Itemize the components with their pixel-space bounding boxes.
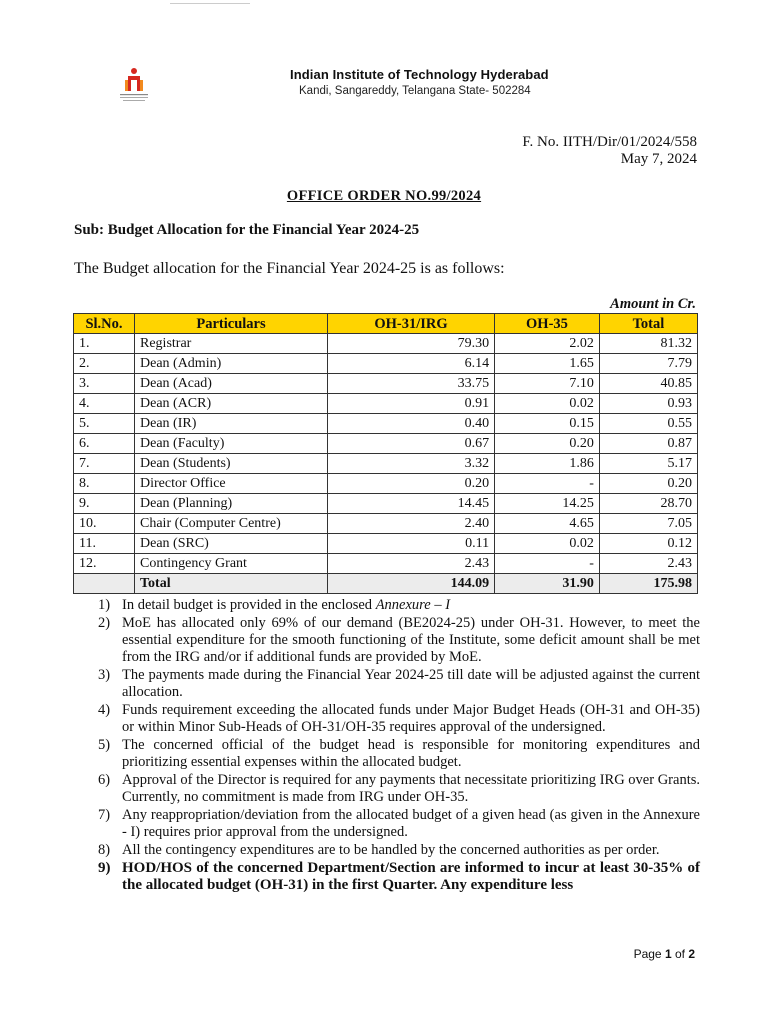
cell-oh35: -: [495, 474, 600, 494]
note-marker: 4): [98, 702, 111, 718]
note-body: In detail budget is provided in the enclosed: [122, 597, 376, 613]
note-marker: 1): [98, 597, 111, 613]
cell-particulars: Dean (Planning): [135, 494, 328, 514]
subject-line: Sub: Budget Allocation for the Financial Year 2024-25: [74, 222, 420, 238]
cell-oh31: 33.75: [328, 374, 495, 394]
cell-total: 28.70: [599, 494, 697, 514]
cell-total: 0.20: [599, 474, 697, 494]
cell-slno: 6.: [74, 434, 135, 454]
cell-slno: 8.: [74, 474, 135, 494]
note-marker: 6): [98, 772, 111, 788]
cell-particulars: Dean (Acad): [135, 374, 328, 394]
cell-particulars: Chair (Computer Centre): [135, 514, 328, 534]
table-row: [74, 494, 698, 514]
list-item: [96, 772, 700, 806]
table-row: [74, 354, 698, 374]
cell-oh35: 0.20: [495, 434, 600, 454]
header-particulars: Particulars: [135, 314, 328, 334]
table-row: [74, 514, 698, 534]
header-slno: Sl.No.: [74, 314, 135, 334]
cell-total: 0.12: [599, 534, 697, 554]
cell-slno: 12.: [74, 554, 135, 574]
note-text: Approval of the Director is required for any payments that necessitate prioritizing IRG over Grants. Currently, no commitment is made from IRG under OH-35.: [122, 772, 700, 805]
list-item: [96, 597, 700, 614]
cell-particulars: Registrar: [135, 334, 328, 354]
cell-slno: 10.: [74, 514, 135, 534]
list-item: [96, 667, 700, 701]
total-cell-label: Total: [135, 574, 328, 594]
note-text: All the contingency expenditures are to be handled by the concerned authorities as per order.: [122, 842, 660, 858]
total-cell-oh31: 144.09: [328, 574, 495, 594]
cell-oh35: 0.02: [495, 394, 600, 414]
cell-oh35: 4.65: [495, 514, 600, 534]
file-number: F. No. IITH/Dir/01/2024/558: [522, 134, 697, 150]
iith-logo: [114, 66, 154, 106]
cell-oh31: 0.40: [328, 414, 495, 434]
table-row: [74, 554, 698, 574]
cell-oh31: 0.11: [328, 534, 495, 554]
note-marker: 9): [98, 860, 111, 876]
note-text: [122, 597, 450, 614]
reference-block: [522, 134, 697, 168]
list-item: [96, 737, 700, 771]
cell-oh35: 0.02: [495, 534, 600, 554]
note-marker: 8): [98, 842, 111, 858]
annexure-reference: Annexure – I: [375, 597, 451, 613]
table-row: [74, 454, 698, 474]
notes-list: [96, 597, 700, 895]
cell-total: 0.87: [599, 434, 697, 454]
cell-oh31: 79.30: [328, 334, 495, 354]
cell-oh35: 14.25: [495, 494, 600, 514]
list-item: [96, 842, 700, 859]
cell-oh31: 0.91: [328, 394, 495, 414]
cell-particulars: Director Office: [135, 474, 328, 494]
cell-particulars: Dean (Faculty): [135, 434, 328, 454]
cell-slno: 2.: [74, 354, 135, 374]
cell-total: 5.17: [599, 454, 697, 474]
table-header-row: [74, 314, 698, 334]
cell-oh31: 0.67: [328, 434, 495, 454]
budget-table: [73, 313, 698, 594]
note-marker: 5): [98, 737, 111, 753]
cell-oh35: 7.10: [495, 374, 600, 394]
cell-particulars: Dean (SRC): [135, 534, 328, 554]
intro-paragraph: The Budget allocation for the Financial Year 2024-25 is as follows:: [74, 260, 505, 277]
cell-oh31: 2.43: [328, 554, 495, 574]
cell-oh31: 14.45: [328, 494, 495, 514]
note-marker: 7): [98, 807, 111, 823]
table-row: [74, 394, 698, 414]
total-cell-slno: [74, 574, 135, 594]
cell-particulars: Contingency Grant: [135, 554, 328, 574]
note-text: HOD/HOS of the concerned Department/Section are informed to incur at least 30-35% of the allocated budget (OH-31) in the first Quarter. Any expenditure less: [122, 860, 700, 893]
cell-particulars: Dean (Students): [135, 454, 328, 474]
note-marker: 2): [98, 615, 111, 631]
cell-slno: 11.: [74, 534, 135, 554]
cell-total: 2.43: [599, 554, 697, 574]
institute-address: Kandi, Sangareddy, Telangana State- 502284: [299, 85, 531, 97]
cell-oh35: 2.02: [495, 334, 600, 354]
header-total: Total: [599, 314, 697, 334]
cell-slno: 4.: [74, 394, 135, 414]
page-current: 1: [664, 947, 672, 961]
institute-name: Indian Institute of Technology Hyderabad: [290, 67, 549, 82]
table-row: [74, 534, 698, 554]
note-marker: 3): [98, 667, 111, 683]
page-label: Page: [633, 947, 665, 961]
cell-total: 7.05: [599, 514, 697, 534]
table-row: [74, 334, 698, 354]
cell-oh35: 0.15: [495, 414, 600, 434]
cell-oh35: 1.65: [495, 354, 600, 374]
header-oh35: OH-35: [495, 314, 600, 334]
cell-oh31: 6.14: [328, 354, 495, 374]
cell-oh31: 2.40: [328, 514, 495, 534]
table-row: [74, 474, 698, 494]
cell-total: 40.85: [599, 374, 697, 394]
note-text: Any reappropriation/deviation from the allocated budget of a given head (as given in the Annexure - I) requires prior approval from the undersigned.: [122, 807, 700, 840]
cell-oh35: -: [495, 554, 600, 574]
table-row: [74, 434, 698, 454]
note-text: The concerned official of the budget head is responsible for monitoring expenditures and prioritizing essential expenses within the allocated budget.: [122, 737, 700, 770]
cell-slno: 3.: [74, 374, 135, 394]
list-item: [96, 702, 700, 736]
cell-particulars: Dean (Admin): [135, 354, 328, 374]
amount-unit-note: Amount in Cr.: [610, 296, 696, 312]
header-oh31-irg: OH-31/IRG: [328, 314, 495, 334]
cell-slno: 1.: [74, 334, 135, 354]
table-total-row: [74, 574, 698, 594]
institute-header: [290, 67, 549, 97]
cell-oh31: 0.20: [328, 474, 495, 494]
cell-total: 81.32: [599, 334, 697, 354]
cell-particulars: Dean (ACR): [135, 394, 328, 414]
scan-mark: [170, 3, 250, 4]
cell-total: 7.79: [599, 354, 697, 374]
cell-slno: 7.: [74, 454, 135, 474]
order-date: May 7, 2024: [620, 151, 697, 167]
table-row: [74, 414, 698, 434]
cell-total: 0.93: [599, 394, 697, 414]
cell-particulars: Dean (IR): [135, 414, 328, 434]
cell-oh35: 1.86: [495, 454, 600, 474]
page-sep: of: [671, 947, 689, 961]
cell-total: 0.55: [599, 414, 697, 434]
page-number: [634, 947, 695, 961]
cell-oh31: 3.32: [328, 454, 495, 474]
note-text: The payments made during the Financial Year 2024-25 till date will be adjusted against the current allocation.: [122, 667, 700, 700]
list-item: [96, 807, 700, 841]
total-cell-oh35: 31.90: [495, 574, 600, 594]
list-item: [96, 860, 700, 894]
office-order-title: OFFICE ORDER NO.99/2024: [286, 188, 482, 204]
cell-slno: 5.: [74, 414, 135, 434]
page-total: 2: [688, 947, 695, 961]
note-text: Funds requirement exceeding the allocated funds under Major Budget Heads (OH-31 and OH-35) or within Minor Sub-Heads of OH-31/OH-35 requires approval of the undersigned.: [122, 702, 700, 735]
total-cell-total: 175.98: [599, 574, 697, 594]
note-text: MoE has allocated only 69% of our demand (BE2024-25) under OH-31. However, to meet the essential expenditure for the smooth functioning of the Institute, some deficit amount shall be met from the IRG and/or if additional funds are provided by MoE.: [122, 615, 700, 665]
table-row: [74, 374, 698, 394]
list-item: [96, 615, 700, 666]
cell-slno: 9.: [74, 494, 135, 514]
